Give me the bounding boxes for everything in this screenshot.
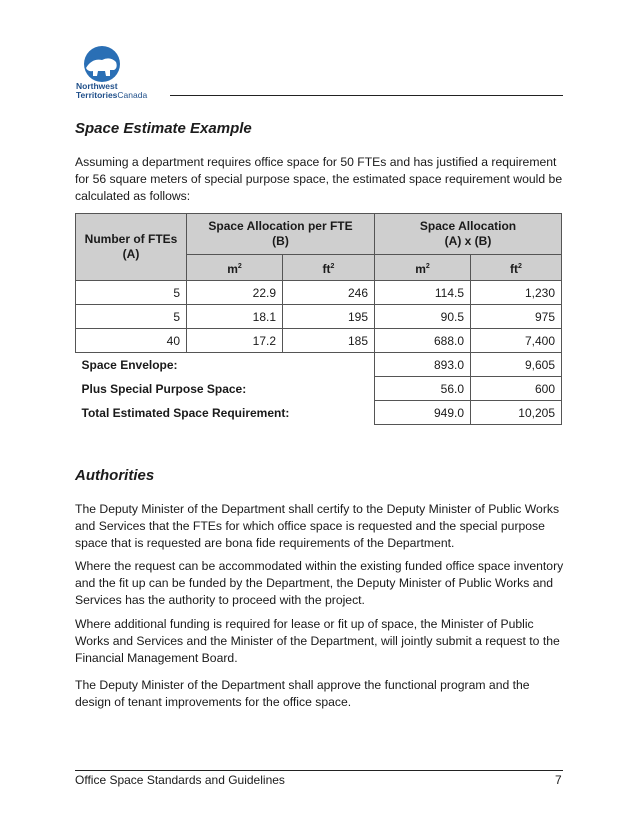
summary-m2: 56.0: [375, 377, 471, 401]
cell-fte: 40: [76, 329, 187, 353]
table-row: [76, 281, 562, 305]
cell-m2: 22.9: [187, 281, 283, 305]
cell-alloc-ft2: 1,230: [471, 281, 562, 305]
authorities-paragraph: Where the request can be accommodated within the existing funded office space inventory and the fit up can be funded by the Department, the Deputy Minister of Public Works and Services has the authority to proceed with the project.: [75, 559, 564, 607]
cell-m2: 18.1: [187, 305, 283, 329]
unit-ft2: $ft^2$: [283, 255, 375, 281]
cell-ft2: 195: [283, 305, 375, 329]
authorities-paragraph: Where additional funding is required for lease or fit up of space, the Minister of Public Works and Services and the Minister of the Department, will jointly submit a request to the Financial Management Board.: [75, 617, 560, 665]
summary-m2: 893.0: [375, 353, 471, 377]
cell-alloc-ft2: 7,400: [471, 329, 562, 353]
cell-alloc-m2: 114.5: [375, 281, 471, 305]
space-estimate-table: [75, 213, 562, 425]
cell-alloc-ft2: 975: [471, 305, 562, 329]
summary-m2: 949.0: [375, 401, 471, 425]
header-fte: Number of FTEs (A): [76, 214, 187, 281]
summary-label: Space Envelope:: [81, 357, 178, 372]
section-heading-authorities: Authorities: [75, 467, 155, 484]
page-number: 7: [555, 773, 562, 787]
summary-ft2: 9,605: [471, 353, 562, 377]
cell-m2: 17.2: [187, 329, 283, 353]
unit-m2: $m^2$: [375, 255, 471, 281]
cell-alloc-m2: 90.5: [375, 305, 471, 329]
cell-alloc-m2: 688.0: [375, 329, 471, 353]
unit-ft2: $ft^2$: [471, 255, 562, 281]
summary-row: [76, 353, 562, 377]
footer-rule: [75, 770, 563, 771]
authorities-paragraph: The Deputy Minister of the Department shall certify to the Deputy Minister of Public Works and Services that the FTEs for which office space is requested and the special purpose space that is requested are bona fide requirements of the Department.: [75, 502, 560, 550]
summary-ft2: 600: [471, 377, 562, 401]
table-row: [76, 305, 562, 329]
cell-fte: 5: [76, 305, 187, 329]
authorities-paragraph: The Deputy Minister of the Department shall approve the functional program and the design of tenant improvements for the office space.: [75, 678, 530, 709]
unit-m2: $m^2$: [187, 255, 283, 281]
summary-row: [76, 401, 562, 425]
intro-paragraph: Assuming a department requires office space for 50 FTEs and has justified a requirement for 56 square meters of special purpose space, the estimated space requirement would be calculated as follows:: [75, 155, 563, 203]
table-row: [76, 329, 562, 353]
summary-label: Plus Special Purpose Space:: [81, 381, 247, 396]
cell-fte: 5: [76, 281, 187, 305]
summary-row: [76, 377, 562, 401]
cell-ft2: 185: [283, 329, 375, 353]
header-alloc-per-fte: Space Allocation per FTE (B): [187, 214, 375, 255]
logo-wordmark: Northwest TerritoriesCanada: [76, 81, 148, 100]
header-rule: [170, 95, 563, 96]
footer-title: Office Space Standards and Guidelines: [75, 773, 285, 787]
summary-ft2: 10,205: [471, 401, 562, 425]
header-alloc: Space Allocation (A) x (B): [375, 214, 562, 255]
section-heading-space-estimate: Space Estimate Example: [75, 120, 252, 137]
summary-label: Total Estimated Space Requirement:: [81, 405, 290, 420]
cell-ft2: 246: [283, 281, 375, 305]
